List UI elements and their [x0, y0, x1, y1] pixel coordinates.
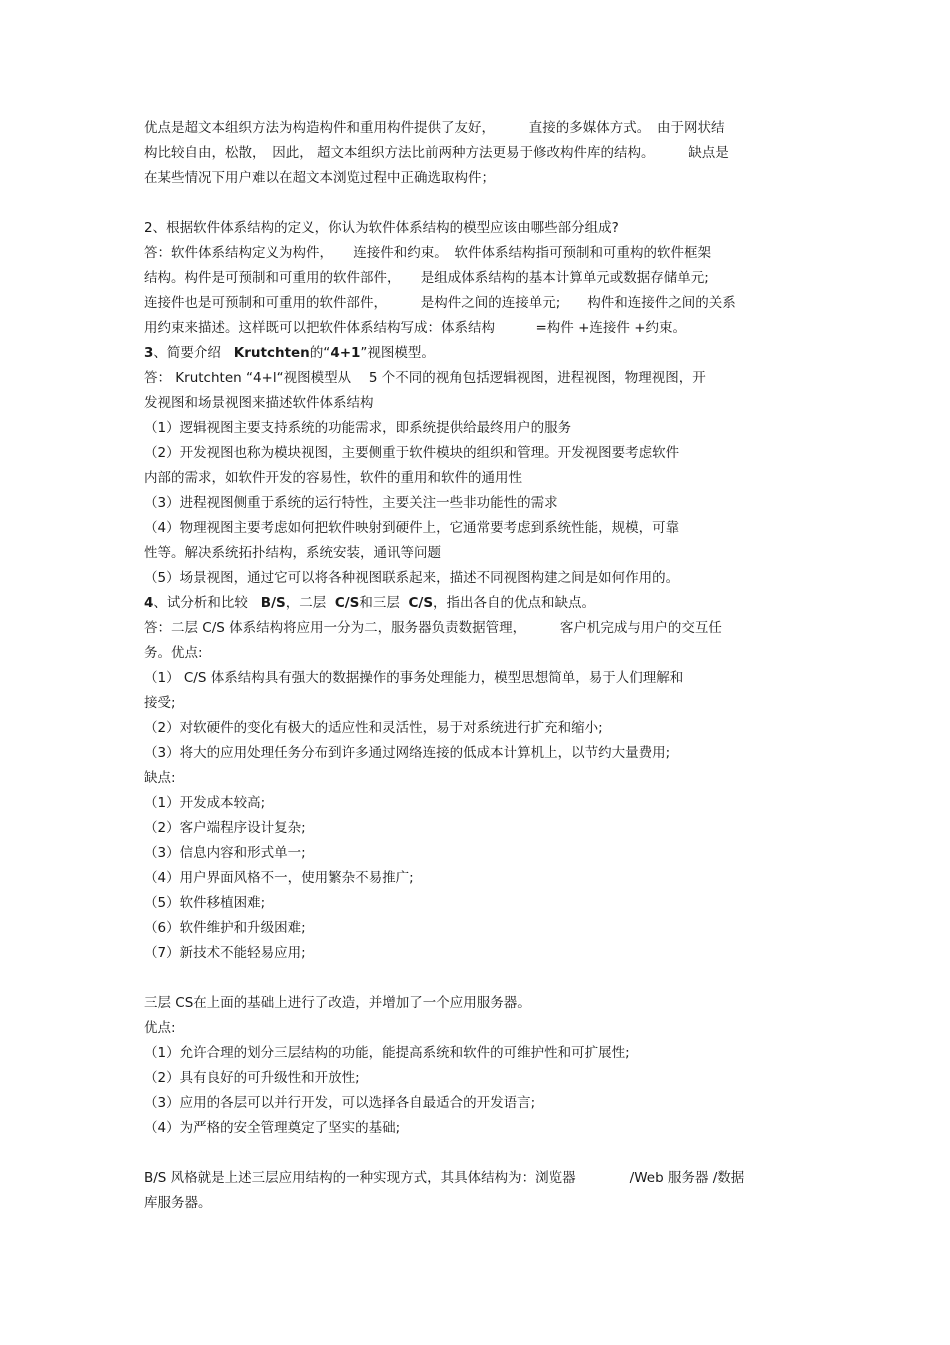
- question-3: [144, 341, 806, 591]
- list-item: （3）应用的各层可以并行开发，可以选择各自最适合的开发语言;: [144, 1095, 536, 1111]
- list-item: （2）开发视图也称为模块视图，主要侧重于软件模块的组织和管理。开发视图要考虑软件: [144, 445, 680, 461]
- three-tier-section: [144, 991, 806, 1141]
- heading-part: ，指出各自的优点和缺点。: [433, 595, 596, 611]
- list-item: （5）场景视图，通过它可以将各种视图联系起来，描述不同视图构建之间是如何作用的。: [144, 570, 680, 586]
- text-line: 答： Krutchten “4+l“视图模型从 5 个不同的视角包括逻辑视图，进程视图，物理视图，开: [144, 370, 706, 386]
- list-item: （1） C/S 体系结构具有强大的数据操作的事务处理能力，模型思想简单，易于人们理解和: [144, 670, 684, 686]
- text-line: 答：二层 C/S 体系结构将应用一分为二，服务器负责数据管理， 客户机完成与用户的交互任: [144, 620, 722, 636]
- question-3-heading: [144, 341, 806, 366]
- heading-part: 的“: [309, 345, 331, 361]
- spacer: [144, 1141, 806, 1166]
- heading-part: 4+1: [330, 345, 361, 361]
- paragraph-hypertext: [144, 116, 806, 191]
- text-line: 性等。解决系统拓扑结构，系统安装，通讯等问题: [144, 545, 441, 561]
- heading-part: 和三层: [359, 595, 400, 611]
- list-item: （4）为严格的安全管理奠定了坚实的基础;: [144, 1120, 401, 1136]
- subheading: 缺点:: [144, 770, 176, 786]
- spacer: [144, 966, 806, 991]
- list-item: （5）软件移植困难;: [144, 895, 266, 911]
- list-item: （2）客户端程序设计复杂;: [144, 820, 306, 836]
- heading-part: C/S: [334, 595, 360, 611]
- bs-section: [144, 1166, 806, 1216]
- text-line: 发视图和场景视图来描述软件体系结构: [144, 395, 374, 411]
- list-item: （1）允许合理的划分三层结构的功能，能提高系统和软件的可维护性和可扩展性;: [144, 1045, 630, 1061]
- question-number: 3: [144, 345, 154, 361]
- heading-part: 、试分析和比较: [153, 595, 248, 611]
- list-item: （3）信息内容和形式单一;: [144, 845, 306, 861]
- text-line: 内部的需求，如软件开发的容易性，软件的重用和软件的通用性: [144, 470, 522, 486]
- list-item: （4）用户界面风格不一，使用繁杂不易推广;: [144, 870, 414, 886]
- heading-part: 、简要介绍: [153, 345, 221, 361]
- text-line: 答：软件体系结构定义为构件， 连接件和约束。 软件体系结构指可预制和可重构的软件框架: [144, 245, 711, 261]
- text-line: 务。优点:: [144, 645, 203, 661]
- text-line: 结构。构件是可预制和可重用的软件部件， 是组成体系结构的基本计算单元或数据存储单元;: [144, 270, 709, 286]
- list-item: （7）新技术不能轻易应用;: [144, 945, 306, 961]
- list-item: （2）具有良好的可升级性和开放性;: [144, 1070, 360, 1086]
- question-2: [144, 216, 806, 341]
- question-2-heading: 2、根据软件体系结构的定义，你认为软件体系结构的模型应该由哪些部分组成?: [144, 220, 619, 236]
- text-line: B/S 风格就是上述三层应用结构的一种实现方式，其具体结构为：浏览器 /Web 服务器 /数据: [144, 1170, 745, 1186]
- list-item: （3）将大的应用处理任务分布到许多通过网络连接的低成本计算机上，以节约大量费用;: [144, 745, 671, 761]
- text-line: 库服务器。: [144, 1195, 212, 1211]
- text-line: 三层 CS在上面的基础上进行了改造，并增加了一个应用服务器。: [144, 995, 531, 1011]
- question-number: 4: [144, 595, 154, 611]
- text-line: 用约束来描述。这样既可以把软件体系结构写成：体系结构 =构件 +连接件 +约束。: [144, 320, 687, 336]
- text-line: 在某些情况下用户难以在超文本浏览过程中正确选取构件；: [144, 170, 495, 186]
- list-item: （1）逻辑视图主要支持系统的功能需求，即系统提供给最终用户的服务: [144, 420, 572, 436]
- list-item: （1）开发成本较高;: [144, 795, 266, 811]
- spacer: [144, 191, 806, 216]
- question-4: [144, 591, 806, 966]
- document-page: [144, 116, 806, 1216]
- text-line: 构比较自由，松散， 因此， 超文本组织方法比前两种方法更易于修改构件库的结构。 缺点是: [144, 145, 729, 161]
- list-item: （3）进程视图侧重于系统的运行特性，主要关注一些非功能性的需求: [144, 495, 558, 511]
- text-line: 接受;: [144, 695, 176, 711]
- heading-part: ，二层: [285, 595, 327, 611]
- heading-part: Krutchten: [233, 345, 310, 361]
- heading-part: C/S: [408, 595, 434, 611]
- list-item: （2）对软硬件的变化有极大的适应性和灵活性，易于对系统进行扩充和缩小;: [144, 720, 603, 736]
- question-4-heading: [144, 591, 806, 616]
- list-item: （4）物理视图主要考虑如何把软件映射到硬件上，它通常要考虑到系统性能，规模，可靠: [144, 520, 680, 536]
- heading-part: ”视图模型。: [360, 345, 435, 361]
- text-line: 连接件也是可预制和可重用的软件部件， 是构件之间的连接单元; 构件和连接件之间的关系: [144, 295, 736, 311]
- list-item: （6）软件维护和升级困难;: [144, 920, 306, 936]
- subheading: 优点:: [144, 1020, 176, 1036]
- text-line: 优点是超文本组织方法为构造构件和重用构件提供了友好， 直接的多媒体方式。 由于网状结: [144, 120, 725, 136]
- heading-part: B/S: [260, 595, 286, 611]
